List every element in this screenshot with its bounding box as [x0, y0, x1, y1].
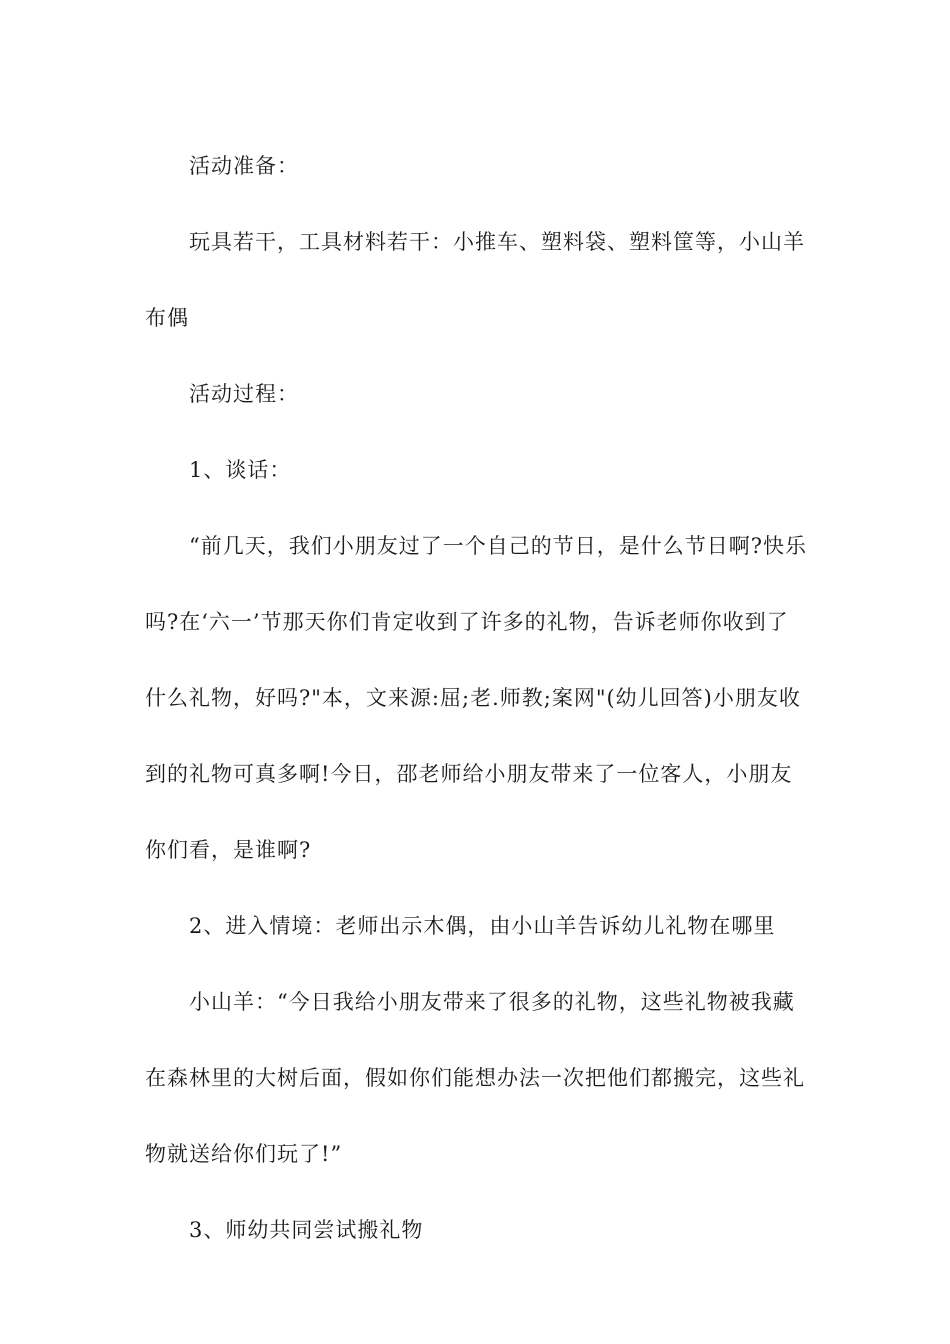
step-2-enter-scenario: 2、进入情境：老师出示木偶，由小山羊告诉幼儿礼物在哪里 [189, 914, 776, 938]
paragraph-little-goat-dialogue: 小山羊：“今日我给小朋友带来了很多的礼物，这些礼物被我藏在森林里的大树后面，假如你们能想办法一次把他们都搬完，这些礼物就送给你们玩了!” [145, 990, 805, 1166]
step-1-conversation: 1、谈话： [189, 458, 292, 482]
paragraph-materials: 玩具若干，工具材料若干：小推车、塑料袋、塑料筐等，小山羊布偶 [145, 230, 805, 330]
step-3-move-gifts: 3、师幼共同尝试搬礼物 [189, 1218, 424, 1242]
document-body [145, 128, 810, 1268]
heading-activity-preparation: 活动准备： [189, 154, 299, 178]
heading-activity-process: 活动过程： [189, 382, 299, 406]
paragraph-teacher-dialogue: “前几天，我们小朋友过了一个自己的节日，是什么节日啊?快乐吗?在‘六一’节那天你们肯定收到了许多的礼物，告诉老师你收到了什么礼物，好吗?"本，文来源:屈;老.师教;案网"(幼儿回答)小朋友收到的礼物可真多啊!今日，邵老师给小朋友带来了一位客人，小朋友你们看，是谁啊? [145, 534, 807, 862]
